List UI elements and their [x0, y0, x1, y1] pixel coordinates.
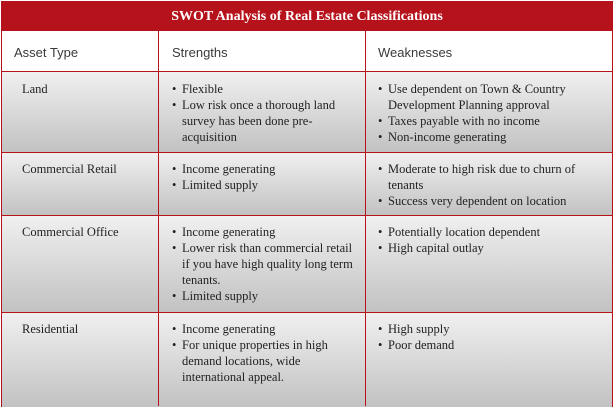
strengths-cell: [172, 81, 358, 145]
weakness-item: • Taxes payable with no income: [378, 113, 610, 129]
strength-item: • For unique properties in high demand locations, wide international appeal.: [172, 337, 358, 385]
header-asset-type: Asset Type: [14, 45, 79, 60]
asset-type-cell: Commercial Office: [22, 225, 119, 239]
strengths-cell: [172, 161, 358, 193]
asset-type-cell: Residential: [22, 322, 79, 336]
table-title: SWOT Analysis of Real Estate Classifications: [2, 2, 612, 31]
strengths-cell: [172, 224, 358, 304]
column-divider: [158, 31, 159, 406]
header-strengths: Strengths: [172, 45, 228, 60]
weakness-item: • High supply: [378, 321, 610, 337]
weaknesses-cell: [378, 81, 610, 145]
strength-item: • Income generating: [172, 321, 358, 337]
weakness-item: • Poor demand: [378, 337, 610, 353]
strength-item: • Income generating: [172, 161, 358, 177]
strength-item: • Limited supply: [172, 177, 358, 193]
strength-item: • Flexible: [172, 81, 358, 97]
asset-type-cell: Commercial Retail: [22, 162, 117, 176]
weaknesses-cell: [378, 224, 610, 256]
table-header: [2, 31, 612, 72]
weakness-item: • Moderate to high risk due to churn of tenants: [378, 161, 610, 193]
weakness-item: • Success very dependent on location: [378, 193, 610, 209]
weakness-item: • High capital outlay: [378, 240, 610, 256]
strength-item: • Lower risk than commercial retail if you have high quality long term tenants.: [172, 240, 358, 288]
swot-table: [1, 1, 613, 407]
strength-item: • Limited supply: [172, 288, 358, 304]
header-weaknesses: Weaknesses: [378, 45, 453, 60]
asset-type-cell: Land: [22, 82, 48, 96]
strength-item: • Income generating: [172, 224, 358, 240]
strengths-cell: [172, 321, 358, 385]
column-divider: [365, 31, 366, 406]
weaknesses-cell: [378, 321, 610, 353]
weakness-item: • Potentially location dependent: [378, 224, 610, 240]
weakness-item: • Non-income generating: [378, 129, 610, 145]
weakness-item: • Use dependent on Town & Country Development Planning approval: [378, 81, 610, 113]
strength-item: • Low risk once a thorough land survey has been done pre-acquisition: [172, 97, 358, 145]
weaknesses-cell: [378, 161, 610, 209]
